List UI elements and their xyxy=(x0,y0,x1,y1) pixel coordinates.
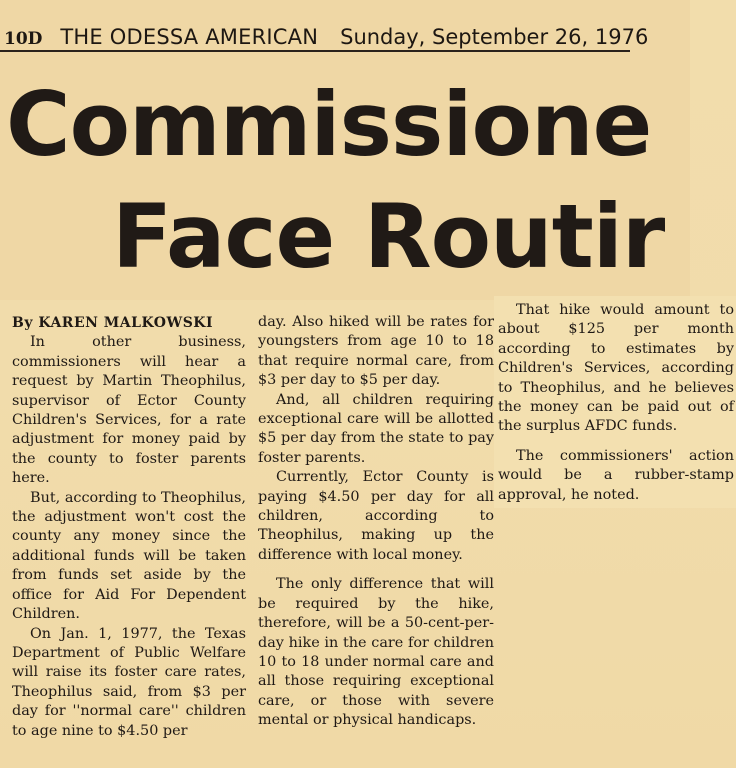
issue-date: Sunday, September 26, 1976 xyxy=(340,25,649,49)
page-number: 10D xyxy=(4,29,43,49)
paragraph: In other business, commissioners will hear a request by Martin Theophilus, supervisor of Ector County Children's Services, for a rate adjustment for money paid by the county to foster parents here. xyxy=(12,334,246,487)
article-column-3 xyxy=(498,301,734,505)
article-column-1 xyxy=(12,314,246,741)
byline: By KAREN MALKOWSKI xyxy=(12,315,214,331)
paragraph: But, according to Theophilus, the adjustment won't cost the county any money since the additional funds will be taken from funds set aside by the office for Aid For Dependent Children. xyxy=(12,489,246,623)
paragraph: The only difference that will be required by the hike, therefore, will be a 50-cent-per-day hike in the care for children 10 to 18 under normal care and all those requiring exceptional care, or those with severe mental or physical handicaps. xyxy=(258,576,494,729)
article-column-2 xyxy=(258,313,494,731)
paragraph: day. Also hiked will be rates for youngsters from age 10 to 18 that require normal care, from $3 per day to $5 per day. xyxy=(258,314,494,389)
headline-line-1: Commissione xyxy=(6,73,652,176)
newspaper-name: THE ODESSA AMERICAN xyxy=(60,25,319,49)
paragraph: And, all children requiring exceptional care will be allotted $5 per day from the state to pay foster parents. xyxy=(258,391,494,466)
header-rule xyxy=(0,50,630,52)
paragraph: On Jan. 1, 1977, the Texas Department of Public Welfare will raise its foster care rates, Theophilus said, from $3 per day for ''normal care'' children to age nine to $4.50 per xyxy=(12,625,246,739)
paragraph: That hike would amount to about $125 per month according to estimates by Children's Services, according to Theophilus, and he believes the money can be paid out of the surplus AFDC funds. xyxy=(498,302,734,435)
headline-line-2: Face Routir xyxy=(112,185,665,288)
paragraph: The commissioners' action would be a rubber-stamp approval, he noted. xyxy=(498,447,734,503)
paragraph: Currently, Ector County is paying $4.50 per day for all children, according to Theophilus, making up the difference with local money. xyxy=(258,469,494,563)
page-header xyxy=(4,22,649,52)
